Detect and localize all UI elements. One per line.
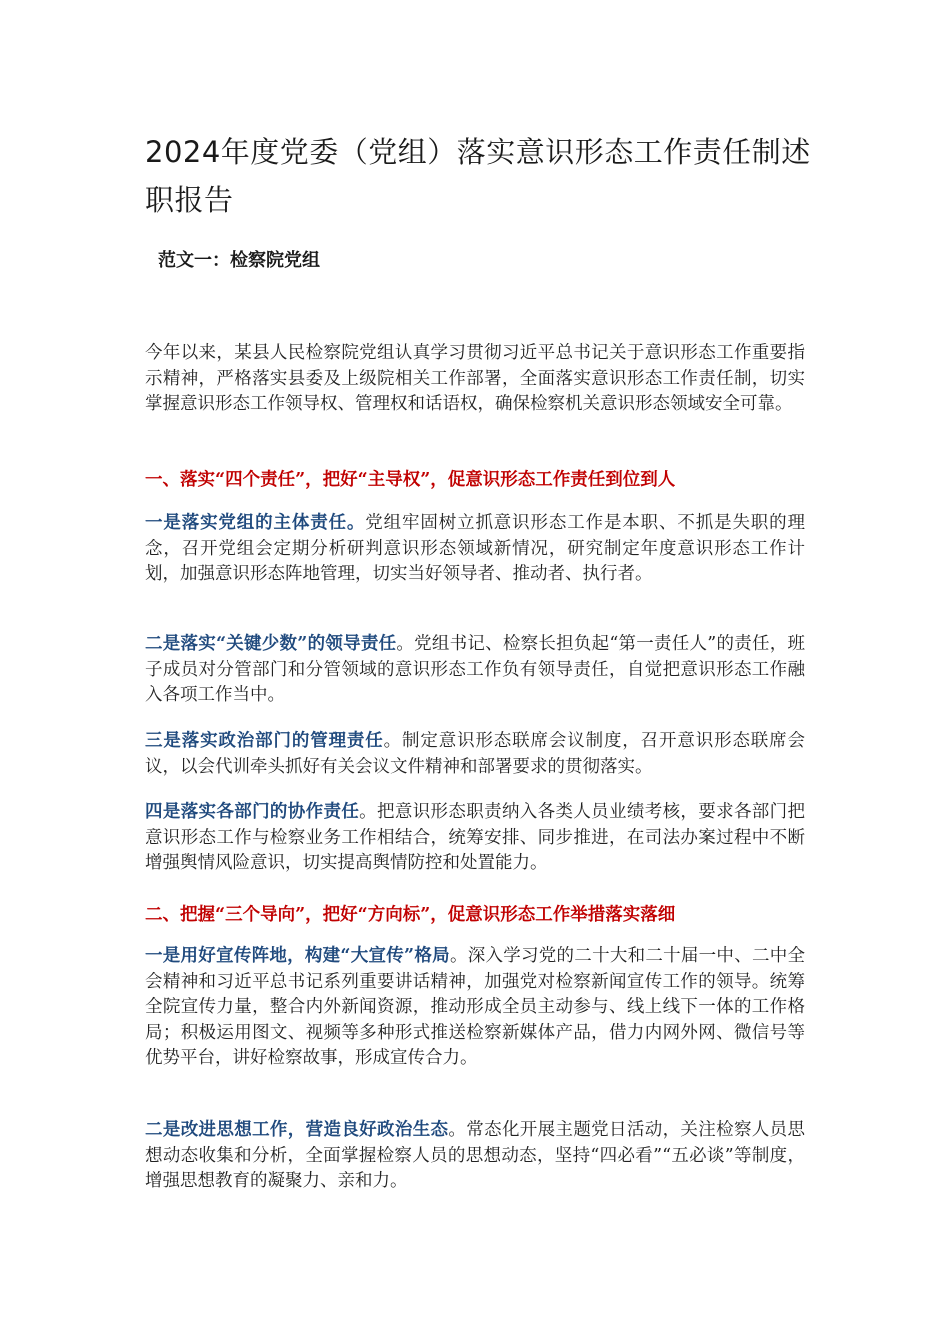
paragraph-lead: 一是用好宣传阵地，构建“大宣传”格局 [145, 946, 450, 966]
paragraph-lead: 二是改进思想工作，营造良好政治生态 [145, 1120, 449, 1140]
paragraph-text: 党组牢固树立抓意识形态工作是本职、不抓是失职的理念，召开党组会定期分析研判意识形态领域新情况，研究制定年度意识形态工作计划，加强意识形态阵地管理，切实当好领导者、推动者、执行者。 [145, 513, 806, 584]
section-2-paragraph-2 [145, 1118, 805, 1195]
paragraph-lead: 四是落实各部门的协作责任 [145, 802, 360, 822]
section-1-paragraph-2 [145, 632, 805, 709]
section-1-paragraph-4 [145, 800, 805, 877]
paragraph-text: 。制定意识形态联席会议制度，召开意识形态联席会议，以会代训牵头抓好有关会议文件精神和部署要求的贯彻落实。 [145, 731, 806, 777]
paragraph-text: 。常态化开展主题党日活动，关注检察人员思想动态收集和分析，全面掌握检察人员的思想动态，坚持“四必看”“五必谈”等制度，增强思想教育的凝聚力、亲和力。 [145, 1120, 806, 1191]
document-title: 2024年度党委（党组）落实意识形态工作责任制述职报告 [145, 135, 811, 217]
section-1-paragraph-3 [145, 729, 805, 780]
paragraph-lead: 三是落实政治部门的管理责任 [145, 731, 384, 751]
section-2-paragraph-1 [145, 944, 805, 1072]
paragraph-lead: 二是落实“关键少数”的领导责任 [145, 634, 397, 654]
section-1-paragraph-1 [145, 511, 805, 588]
section-heading-2: 二、把握“三个导向”，把好“方向标”，促意识形态工作举措落实落细 [145, 905, 676, 925]
paragraph-text: 。把意识形态职责纳入各类人员业绩考核，要求各部门把意识形态工作与检察业务工作相结合，统筹安排、同步推进，在司法办案过程中不断增强舆情风险意识，切实提高舆情防控和处置能力。 [145, 802, 806, 873]
paragraph-text: 。党组书记、检察长担负起“第一责任人”的责任，班子成员对分管部门和分管领域的意识形态工作负有领导责任，自觉把意识形态工作融入各项工作当中。 [145, 634, 805, 705]
document-subtitle: 范文一：检察院党组 [158, 250, 320, 271]
paragraph-text: 。深入学习党的二十大和二十届一中、二中全会精神和习近平总书记系列重要讲话精神，加强党对检察新闻宣传工作的领导。统筹全院宣传力量，整合内外新闻资源，推动形成全员主动参与、线上线下一体的工作格局；积极运用图文、视频等多种形式推送检察新媒体产品，借力内网外网、微信号等优势平台，讲好检察故事，形成宣传合力。 [145, 946, 805, 1068]
section-heading-1: 一、落实“四个责任”，把好“主导权”，促意识形态工作责任到位到人 [145, 470, 676, 490]
paragraph-lead: 一是落实党组的主体责任。 [145, 513, 366, 533]
intro-paragraph: 今年以来，某县人民检察院党组认真学习贯彻习近平总书记关于意识形态工作重要指示精神，严格落实县委及上级院相关工作部署，全面落实意识形态工作责任制，切实掌握意识形态工作领导权、管理权和话语权，确保检察机关意识形态领域安全可靠。 [145, 343, 805, 414]
